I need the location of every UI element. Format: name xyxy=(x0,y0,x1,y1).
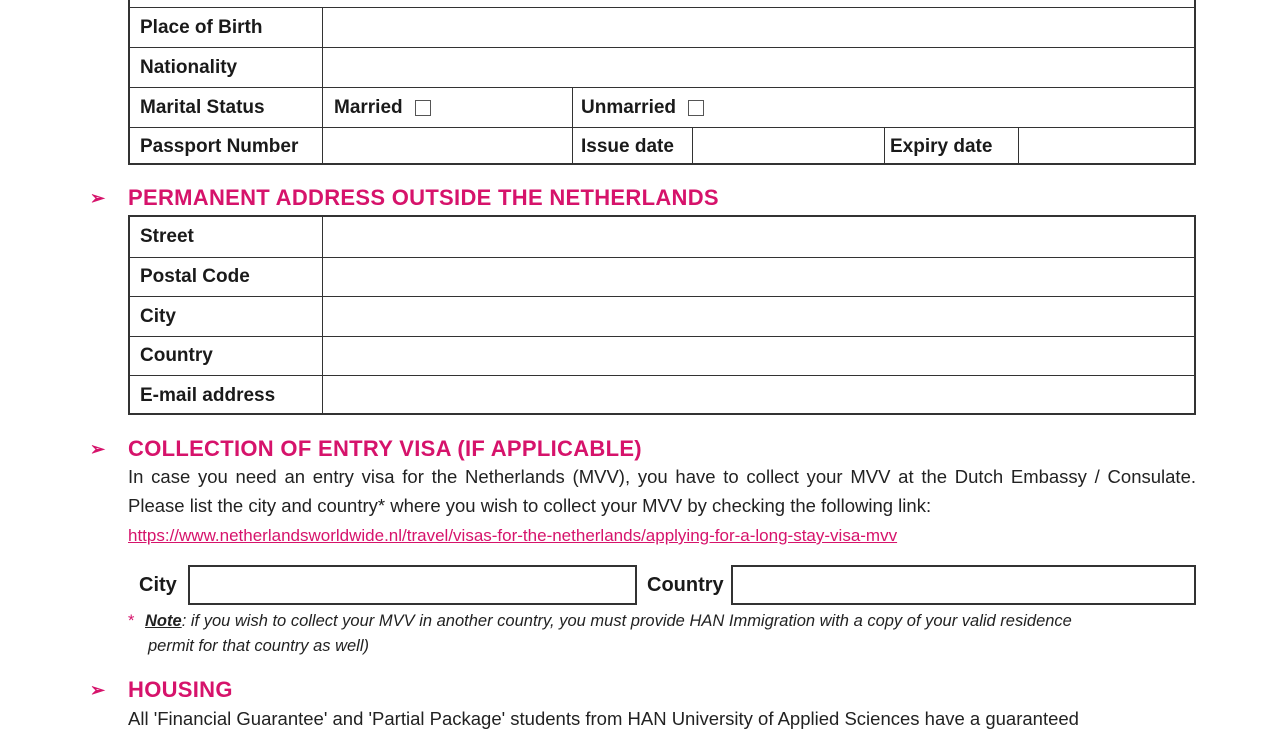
visa-note xyxy=(128,609,1072,659)
visa-instructions-text: In case you need an entry visa for the Netherlands (MVV), you have to collect your MVV at the Dutch Embassy / Consulate. Please list the city and country* where you wish to collect your MVV by checking the following link: xyxy=(128,466,1196,516)
address-section-heading xyxy=(90,185,719,211)
visa-country-field[interactable] xyxy=(731,565,1196,605)
unmarried-option xyxy=(574,88,1194,127)
note-text: : if you wish to collect your MVV in another country, you must provide HAN Immigration with a copy of your valid residence xyxy=(181,612,1072,630)
marital-status-row xyxy=(130,87,1194,127)
unmarried-label: Unmarried xyxy=(581,96,677,118)
visa-city-label: City xyxy=(139,574,177,596)
visa-section-heading xyxy=(90,436,642,462)
note-label: Note xyxy=(145,612,182,630)
marital-status-label: Marital Status xyxy=(140,96,265,118)
mvv-link[interactable]: https://www.netherlandsworldwide.nl/travel/visas-for-the-netherlands/applying-for-a-long-stay-visa-mvv xyxy=(128,526,898,545)
arrow-bullet-icon: ➢ xyxy=(90,187,106,208)
nationality-field[interactable] xyxy=(324,48,1194,87)
passport-number-label: Passport Number xyxy=(140,135,299,157)
postal-code-row xyxy=(130,257,1194,296)
visa-instructions xyxy=(128,462,1196,550)
nationality-label: Nationality xyxy=(140,56,238,78)
married-checkbox[interactable] xyxy=(415,100,431,116)
street-field[interactable] xyxy=(324,217,1194,257)
country-row xyxy=(130,336,1194,375)
address-heading-text: PERMANENT ADDRESS OUTSIDE THE NETHERLANDS xyxy=(128,185,719,210)
address-table xyxy=(128,215,1196,415)
housing-text: All 'Financial Guarantee' and 'Partial Package' students from HAN University of Applied Sciences have a guaranteed xyxy=(128,708,1079,729)
street-label: Street xyxy=(140,226,194,247)
note-asterisk: * xyxy=(128,612,135,630)
passport-row xyxy=(130,127,1194,165)
arrow-bullet-icon: ➢ xyxy=(90,438,106,459)
country-label: Country xyxy=(140,345,213,366)
visa-heading-text: COLLECTION OF ENTRY VISA (IF APPLICABLE) xyxy=(128,436,642,461)
expiry-date-label: Expiry date xyxy=(890,135,993,157)
place-of-birth-field[interactable] xyxy=(324,8,1194,47)
city-row xyxy=(130,296,1194,336)
issue-date-field[interactable] xyxy=(694,128,884,165)
note-text-continued: permit for that country as well) xyxy=(148,637,369,655)
visa-city-field[interactable] xyxy=(188,565,637,605)
housing-section-heading xyxy=(90,677,233,703)
place-of-birth-label: Place of Birth xyxy=(140,16,263,38)
place-of-birth-row xyxy=(130,7,1194,47)
postal-code-label: Postal Code xyxy=(140,266,250,287)
city-field[interactable] xyxy=(324,297,1194,336)
married-option xyxy=(324,88,572,127)
nationality-row xyxy=(130,47,1194,87)
email-label: E-mail address xyxy=(140,384,276,406)
visa-country-label: Country xyxy=(647,574,724,596)
housing-heading-text: HOUSING xyxy=(128,677,233,702)
email-field[interactable] xyxy=(324,376,1194,415)
arrow-bullet-icon: ➢ xyxy=(90,679,106,700)
issue-date-label: Issue date xyxy=(581,135,674,157)
postal-code-field[interactable] xyxy=(324,258,1194,296)
passport-number-field[interactable] xyxy=(324,128,572,165)
married-label: Married xyxy=(334,96,403,118)
expiry-date-field[interactable] xyxy=(1020,128,1194,165)
city-label: City xyxy=(140,305,176,327)
country-field[interactable] xyxy=(324,337,1194,375)
unmarried-checkbox[interactable] xyxy=(688,100,704,116)
street-row xyxy=(130,217,1194,257)
personal-details-table xyxy=(128,0,1196,165)
email-row xyxy=(130,375,1194,415)
